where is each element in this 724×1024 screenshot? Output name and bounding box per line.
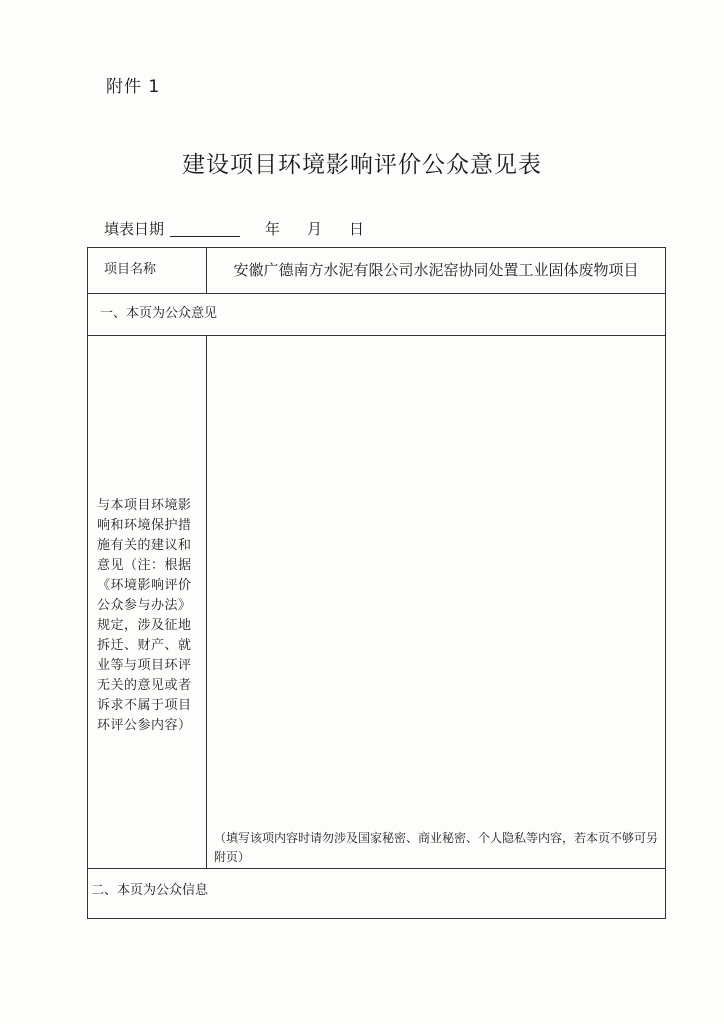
opinion-row — [88, 336, 665, 869]
opinion-label: 与本项目环境影响和环境保护措施有关的建议和意见（注：根据《环境影响评价公众参与办法》规定，涉及征地拆迁、财产、就业等与项目环评无关的意见或者诉求不属于项目环评公参内容） — [97, 498, 192, 733]
opinion-note: （填写该项内容时请勿涉及国家秘密、商业秘密、个人隐私等内容，若本页不够可另附页） — [214, 831, 659, 864]
project-name-label: 项目名称 — [88, 248, 207, 293]
section1-header: 一、本页为公众意见 — [88, 294, 665, 336]
year-unit: 年 — [265, 220, 281, 238]
day-unit: 日 — [349, 220, 365, 238]
opinion-input-area[interactable] — [207, 336, 665, 816]
month-unit: 月 — [307, 220, 323, 238]
fill-date-label: 填表日期 — [104, 220, 165, 238]
fill-date-line — [104, 218, 364, 239]
opinion-label-cell — [88, 336, 207, 868]
section2-header: 二、本页为公众信息 — [91, 883, 209, 898]
attachment-label: 附件 1 — [106, 77, 161, 97]
opinion-form-table — [87, 247, 666, 919]
page-title: 建设项目环境影响评价公众意见表 — [182, 152, 542, 178]
fill-date-blank[interactable] — [170, 222, 240, 237]
project-name-value: 安徽广德南方水泥有限公司水泥窑协同处置工业固体废物项目 — [233, 261, 639, 279]
project-name-row — [88, 248, 665, 294]
